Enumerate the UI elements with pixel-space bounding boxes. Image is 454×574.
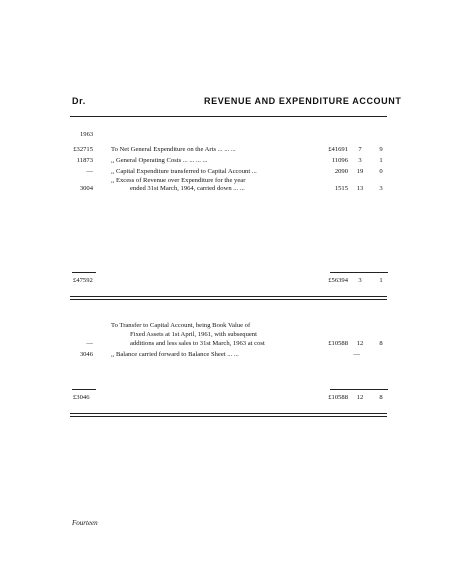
section-rule-1b <box>70 299 387 300</box>
total-rule-prev-2 <box>72 389 96 390</box>
total-rule-prev <box>72 272 96 273</box>
shillings-4: 13 <box>356 185 364 192</box>
row-desc-4-cont: ended 31st March, 1964, carried down ... ... <box>130 185 245 192</box>
prev-amount-2: 11873 <box>76 157 93 164</box>
row-desc-3: ,, Capital Expenditure transferred to Capital Account ... <box>111 168 257 175</box>
total-rule-current-2 <box>330 389 388 390</box>
pounds-3: 2090 <box>334 168 348 175</box>
row-desc-1: To Net General Expenditure on the Arts ... ... ... <box>111 146 236 153</box>
section-rule-1a <box>70 296 387 297</box>
pence-1: 9 <box>379 146 383 153</box>
shillings-5: 12 <box>356 340 364 347</box>
total-shillings-2: 12 <box>356 394 364 401</box>
header-rule <box>70 116 387 117</box>
total-pounds-1: £56394 <box>328 277 348 284</box>
page-title: REVENUE AND EXPENDITURE ACCOUNT <box>204 96 402 106</box>
transfer-desc-cont2: additions and less sales to 31st March, 1963 at cost <box>130 340 265 347</box>
pounds-5: £10588 <box>328 340 348 347</box>
row-desc-4: ,, Excess of Revenue over Expenditure for the year <box>111 177 246 184</box>
page-number: Fourteen <box>72 519 98 527</box>
prev-amount-5: — <box>86 340 93 347</box>
prev-amount-4: 3004 <box>79 185 93 192</box>
row-desc-2: ,, General Operating Costs ... ... ... ... <box>111 157 208 164</box>
total-prev-1: £47592 <box>73 277 93 284</box>
pence-4: 3 <box>379 185 383 192</box>
transfer-desc: To Transfer to Capital Account, being Book Value of <box>111 322 251 329</box>
total-pence-1: 1 <box>379 277 383 284</box>
prev-amount-3: — <box>86 168 93 175</box>
pence-3: 0 <box>379 168 383 175</box>
shillings-3: 19 <box>356 168 364 175</box>
balance-desc: ,, Balance carried forward to Balance Sheet ... ... <box>111 351 239 358</box>
prev-amount-6: 3046 <box>79 351 93 358</box>
transfer-desc-cont1: Fixed Assets at 1st April, 1961, with subsequent <box>130 331 257 338</box>
total-rule-current <box>330 272 388 273</box>
year-label: 1963 <box>80 131 94 138</box>
total-prev-2: £3046 <box>73 394 90 401</box>
pounds-4: 1515 <box>334 185 348 192</box>
pounds-1: £41691 <box>328 146 348 153</box>
shillings-1: 7 <box>358 146 362 153</box>
total-pounds-2: £10588 <box>328 394 348 401</box>
debit-label: Dr. <box>72 96 86 106</box>
section-rule-2b <box>70 416 387 417</box>
shillings-2: 3 <box>358 157 362 164</box>
prev-amount-1: £32715 <box>73 146 93 153</box>
pence-5: 8 <box>379 340 383 347</box>
total-shillings-1: 3 <box>358 277 362 284</box>
pounds-2: 11096 <box>331 157 348 164</box>
total-pence-2: 8 <box>379 394 383 401</box>
pence-2: 1 <box>379 157 383 164</box>
pounds-6: — <box>353 351 360 358</box>
section-rule-2a <box>70 413 387 414</box>
